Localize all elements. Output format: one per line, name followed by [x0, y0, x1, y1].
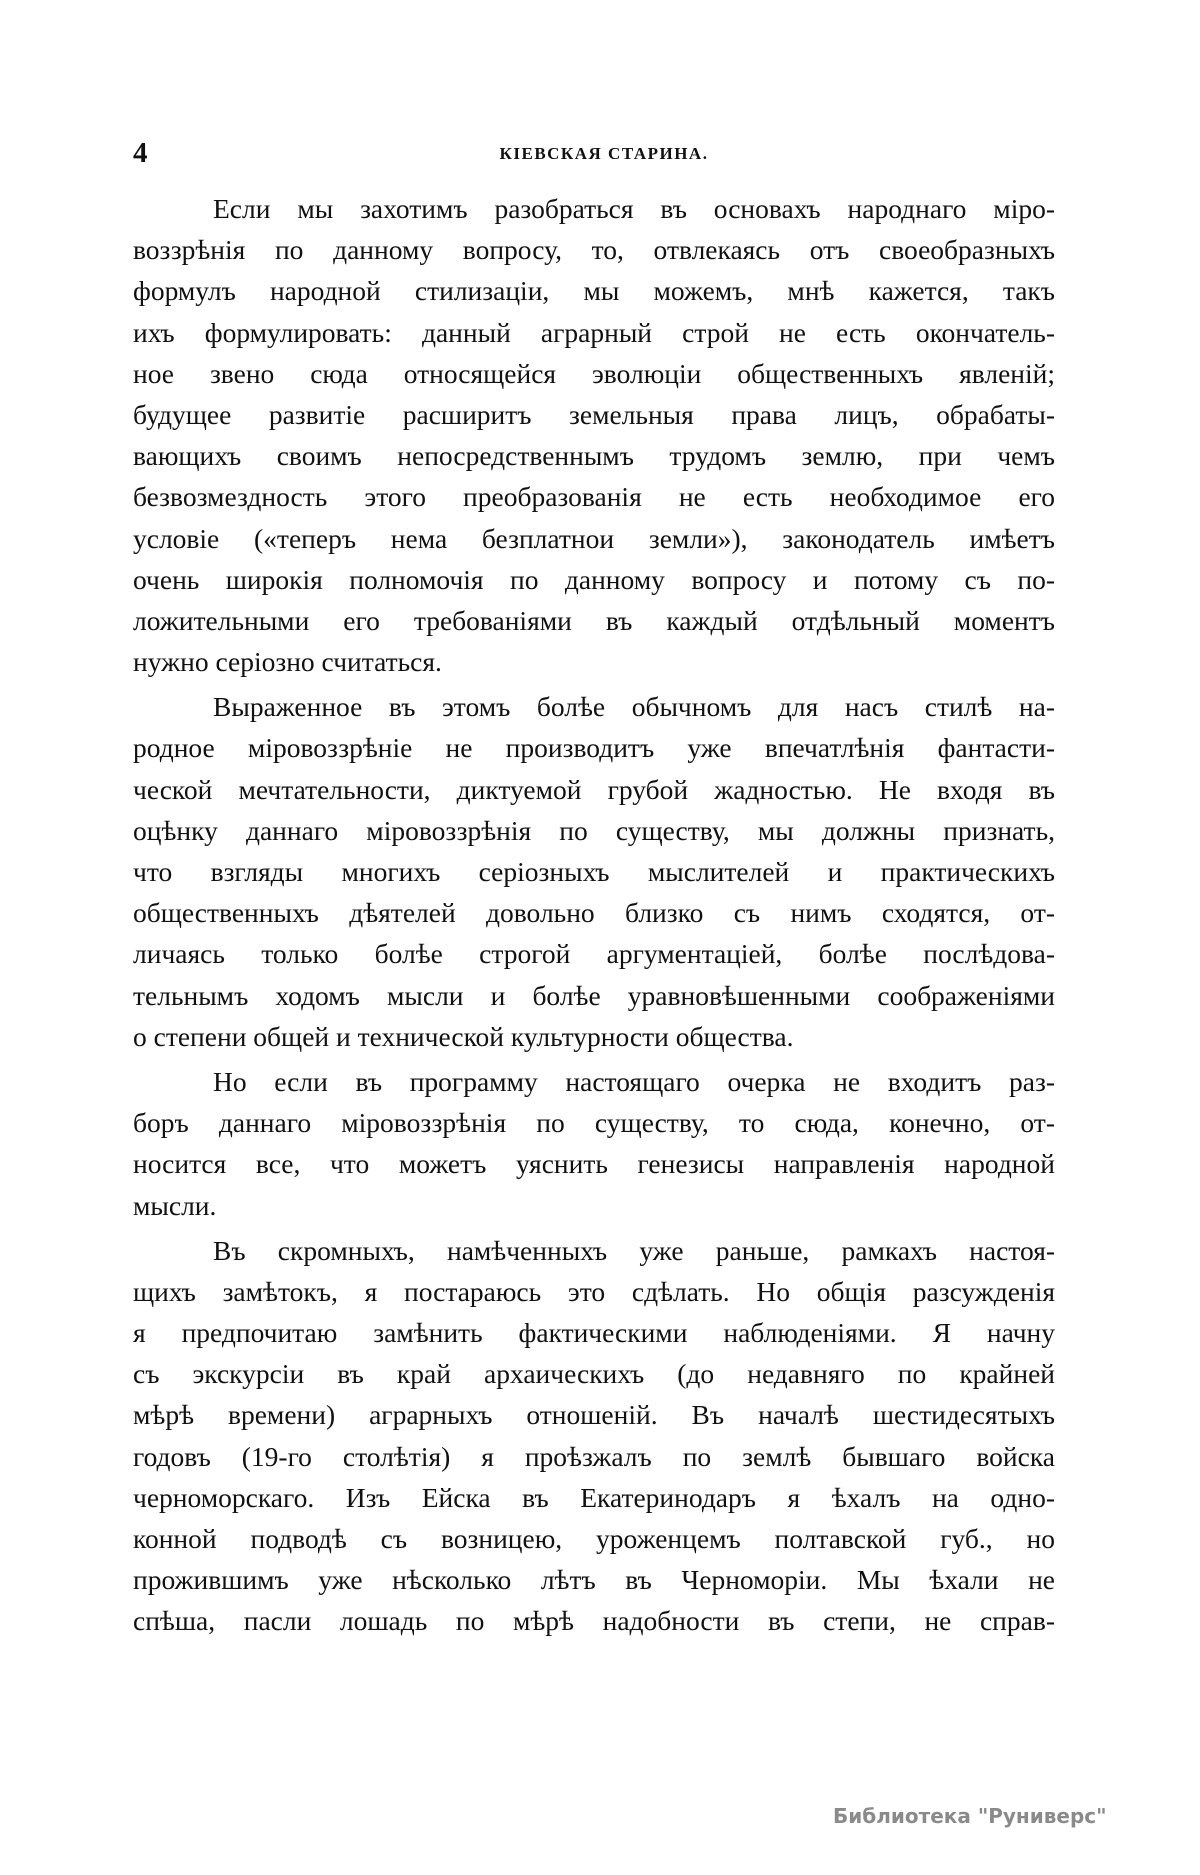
text-line: Если мы захотимъ разобраться въ основахъ народнаго міро-	[213, 193, 1055, 224]
text-line: будущее развитіе расширитъ земельныя права лицъ, обрабаты-	[133, 398, 1055, 430]
text-line: ихъ формулировать: данный аграрный строй не есть окончатель-	[133, 316, 1055, 348]
text-line: мѣрѣ времени) аграрныхъ отношеній. Въ началѣ шестидесятыхъ	[133, 1399, 1055, 1431]
text-line: Въ скромныхъ, намѣченныхъ уже раньше, рамкахъ настоя-	[213, 1234, 1055, 1266]
text-line: съ экскурсіи въ край архаическихъ (до недавняго по крайней	[133, 1358, 1055, 1390]
text-line: очень широкія полномочія по данному вопросу и потому съ по-	[133, 563, 1055, 595]
text-line: воззрѣнія по данному вопросу, то, отвлекаясь отъ своеобразныхъ	[133, 234, 1055, 266]
text-line: нужно серіозно считаться.	[133, 646, 442, 678]
text-line: черноморскаго. Изъ Ейска въ Екатеринодаръ я ѣхалъ на одно-	[133, 1481, 1055, 1513]
paragraph	[133, 1061, 1055, 1226]
text-line: личаясь только болѣе строгой аргументаціей, болѣе послѣдова-	[133, 938, 1055, 970]
text-line: спѣша, пасли лошадь по мѣрѣ надобности въ степи, не справ-	[133, 1605, 1055, 1637]
library-watermark: Библиотека "Руниверс"	[833, 1804, 1107, 1828]
text-line: что взгляды многихъ серіозныхъ мыслителей и практическихъ	[133, 856, 1055, 887]
text-line: тельнымъ ходомъ мысли и болѣе уравновѣшенными соображеніями	[133, 979, 1055, 1011]
text-line: ное звено сюда относящейся эволюціи общественныхъ явленій;	[133, 357, 1055, 389]
running-head	[133, 138, 1055, 168]
journal-title: КІЕВСКАЯ СТАРИНА.	[499, 144, 709, 163]
text-line: прожившимъ уже нѣсколько лѣтъ въ Черноморіи. Мы ѣхали не	[133, 1564, 1055, 1596]
text-line: ческой мечтательности, диктуемой грубой жадностью. Не входя въ	[133, 773, 1055, 805]
text-line: родное міровоззрѣніе не производитъ уже впечатлѣнія фантасти-	[133, 732, 1055, 764]
text-line: щихъ замѣтокъ, я постараюсь это сдѣлать. Но общія разсужденія	[133, 1275, 1055, 1307]
text-line: оцѣнку даннаго міровоззрѣнія по существу, мы должны признать,	[133, 814, 1055, 846]
text-line: конной подводѣ съ возницею, уроженцемъ полтавской губ., но	[133, 1523, 1055, 1554]
text-line: Но если въ программу настоящаго очерка не входитъ раз-	[213, 1065, 1055, 1097]
paragraph	[133, 1230, 1055, 1642]
text-line: вающихъ своимъ непосредственнымъ трудомъ землю, при чемъ	[133, 440, 1055, 472]
text-line: мысли.	[133, 1189, 217, 1221]
text-line: безвозмездность этого преобразованія не есть необходимое его	[133, 481, 1055, 513]
text-line: я предпочитаю замѣнить фактическими наблюденіями. Я начну	[133, 1317, 1055, 1349]
text-line: годовъ (19-го столѣтія) я проѣзжалъ по землѣ бывшаго войска	[133, 1440, 1055, 1472]
body-text	[133, 188, 1055, 1642]
paragraph	[133, 188, 1055, 682]
text-line: формулъ народной стилизаціи, мы можемъ, мнѣ кажется, такъ	[133, 275, 1055, 307]
paragraph	[133, 686, 1055, 1057]
text-line: условіе («теперъ нема безплатнои земли»), законодатель имѣетъ	[133, 522, 1055, 554]
text-line: ложительными его требованіями въ каждый отдѣльный моментъ	[133, 604, 1055, 636]
text-line: боръ даннаго міровоззрѣнія по существу, то сюда, конечно, от-	[133, 1107, 1055, 1139]
text-line: о степени общей и технической культурности общества.	[133, 1020, 794, 1052]
text-line: Выраженное въ этомъ болѣе обычномъ для насъ стилѣ на-	[213, 691, 1055, 723]
page-number: 4	[133, 137, 148, 169]
text-line: носится все, что можетъ уяснить генезисы направленія народной	[133, 1148, 1055, 1180]
text-line: общественныхъ дѣятелей довольно близко съ нимъ сходятся, от-	[133, 897, 1055, 929]
